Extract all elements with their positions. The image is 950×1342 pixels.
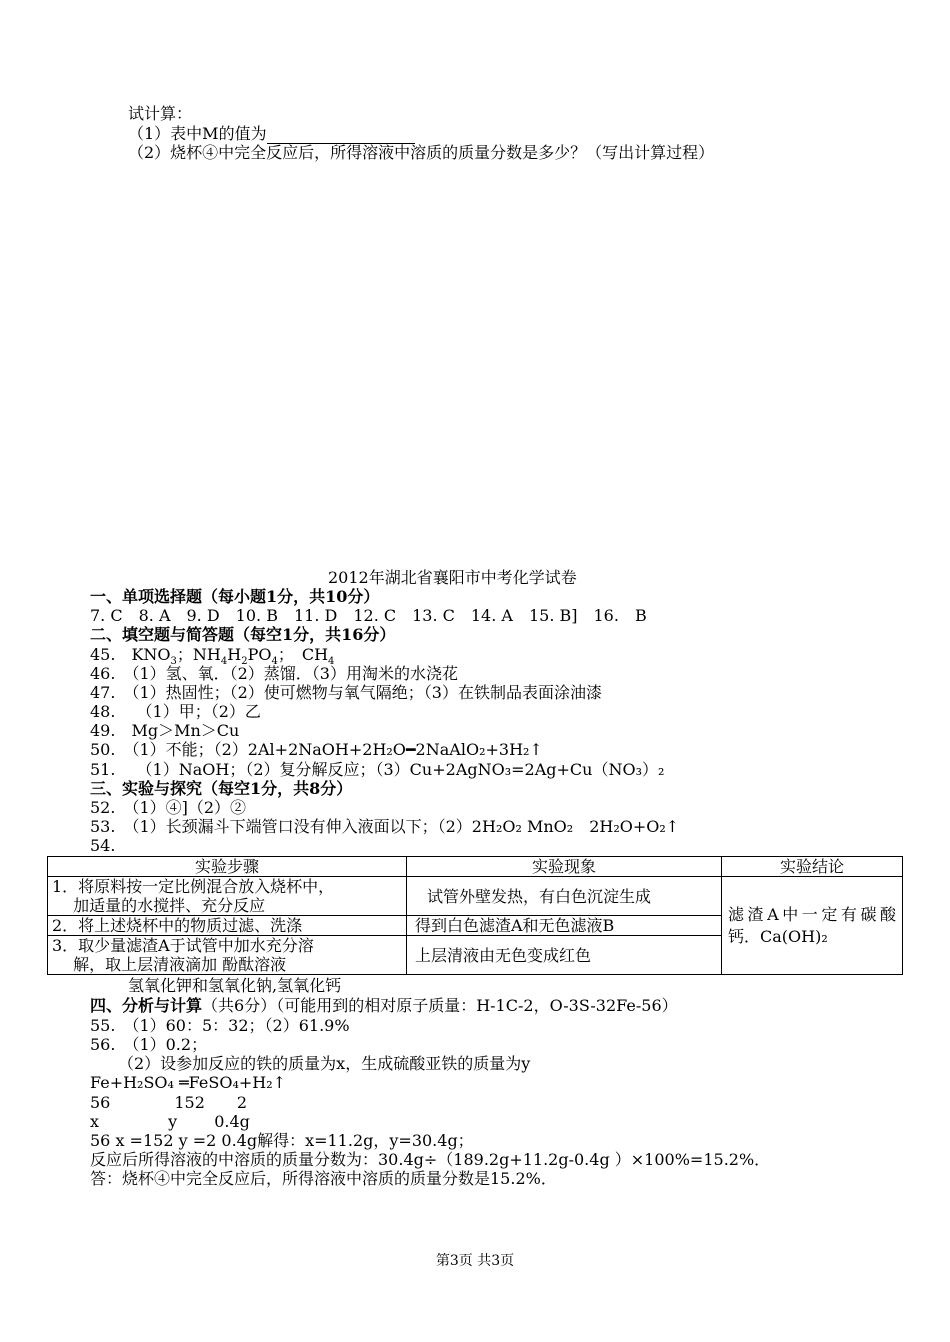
conclusion-cell: 滤渣A中一定有碳酸钙．Ca(OH)₂ (722, 877, 903, 975)
header-step: 实验步骤 (48, 857, 407, 877)
section4-heading: 四、分析与计算 (90, 996, 203, 1015)
answer-49: 49. Mg＞Mn＞Cu (90, 721, 240, 740)
reaction-equation: Fe+H₂SO₄ ═FeSO₄+H₂↑ (90, 1073, 287, 1092)
section3-heading: 三、实验与探究（每空1分，共8分） (90, 779, 353, 798)
answer-52: 52. （1）④]（2）② (90, 798, 247, 817)
answer-45-part: ；NH (176, 645, 221, 664)
answer-46: 46. （1）氢、氧．（2）蒸馏．（3）用淘米的水浇花 (90, 664, 458, 683)
phenomenon-cell: 上层清液由无色变成红色 (407, 936, 722, 975)
step-cell: 1．将原料按一定比例混合放入烧杯中， 加适量的水搅拌、充分反应 (48, 877, 407, 916)
answer-45-sub: 4 (328, 656, 335, 668)
table-header-row (48, 857, 903, 877)
table-row (48, 877, 903, 916)
question-m-value (128, 124, 415, 144)
header-phenomenon: 实验现象 (407, 857, 722, 877)
solution: 56 x =152 y =2 0.4g解得：x=11.2g，y=30.4g； (90, 1131, 474, 1150)
final-answer: 答：烧杯④中完全反应后，所得溶液中溶质的质量分数是15.2%． (90, 1169, 557, 1188)
answer-45-sub: 4 (271, 656, 278, 668)
answer-blank (267, 127, 415, 144)
page-footer: 第3页 共3页 (435, 1253, 515, 1269)
step-cell: 2．将上述烧杯中的物质过滤、洗涤 (48, 916, 407, 936)
question-mass-fraction: （2）烧杯④中完全反应后，所得溶液中溶质的质量分数是多少？（写出计算过程） (128, 143, 715, 162)
unknowns: x y 0.4g (90, 1112, 250, 1131)
answer-45-part: 45. KNO (90, 645, 171, 664)
answer-48: 48. （1）甲；（2）乙 (90, 702, 261, 721)
calc-prompt: 试计算： (128, 104, 193, 123)
answer-54: 54. (90, 836, 116, 855)
question-m-label: （1）表中M的值为 (128, 124, 267, 143)
answer-51: 51. （1）NaOH；（2）复分解反应；（3）Cu+2AgNO₃=2Ag+Cu（NO₃）₂ (90, 760, 665, 779)
section4-heading-rest: （共6分）（可能用到的相对原子质量：H-1C-2，O-3S-32Fe-56） (202, 996, 678, 1015)
answer-55: 55. （1）60：5：32；（2）61.9% (90, 1016, 350, 1035)
step-cell: 3．取少量滤渣A于试管中加水充分溶 解，取上层清液滴加 酚酞溶液 (48, 936, 407, 975)
experiment-table (47, 856, 903, 975)
answer-45-part: ； CH (277, 645, 329, 664)
phenomenon-cell: 试管外壁发热，有白色沉淀生成 (407, 877, 722, 916)
answer-47: 47. （1）热固性；（2）使可燃物与氧气隔绝；（3）在铁制品表面涂油漆 (90, 683, 602, 702)
answer-50: 50. （1）不能；（2）2Al+2NaOH+2H₂O━2NaAlO₂+3H₂↑ (90, 740, 543, 759)
answer-45-part: PO (247, 645, 272, 664)
section2-heading: 二、填空题与简答题（每空1分，共16分） (90, 625, 396, 644)
section1-heading: 一、单项选择题（每小题1分，共10分） (90, 587, 380, 606)
answer-53: 53. （1）长颈漏斗下端管口没有伸入液面以下；（2）2H₂O₂ MnO₂ 2H₂O+O₂↑ (90, 817, 680, 836)
answer-45-sub: 4 (220, 656, 228, 668)
header-conclusion: 实验结论 (722, 857, 903, 877)
section4-heading-line (90, 996, 678, 1016)
molar-masses: 56 152 2 (90, 1093, 248, 1112)
answer-45-sub: 2 (241, 656, 248, 668)
after-table-note: 氢氧化钾和氢氧化钠,氢氧化钙 (128, 976, 342, 995)
exam-title: 2012年湖北省襄阳市中考化学试卷 (328, 568, 577, 587)
answer-45-part: H (227, 645, 242, 664)
answer-45-sub: 3 (170, 656, 177, 668)
answer-56: 56. （1）0.2； (90, 1035, 208, 1054)
answer-56-setup: （2）设参加反应的铁的质量为x，生成硫酸亚铁的质量为y (118, 1054, 531, 1073)
section1-answers: 7. C 8. A 9. D 10. B 11. D 12. C 13. C 14. A 15. B] 16. B (90, 606, 647, 625)
result: 反应后所得溶液的中溶质的质量分数为：30.4g÷（189.2g+11.2g-0.4g ）×100%=15.2%． (90, 1150, 771, 1169)
phenomenon-cell: 得到白色滤渣A和无色滤液B (407, 916, 722, 936)
